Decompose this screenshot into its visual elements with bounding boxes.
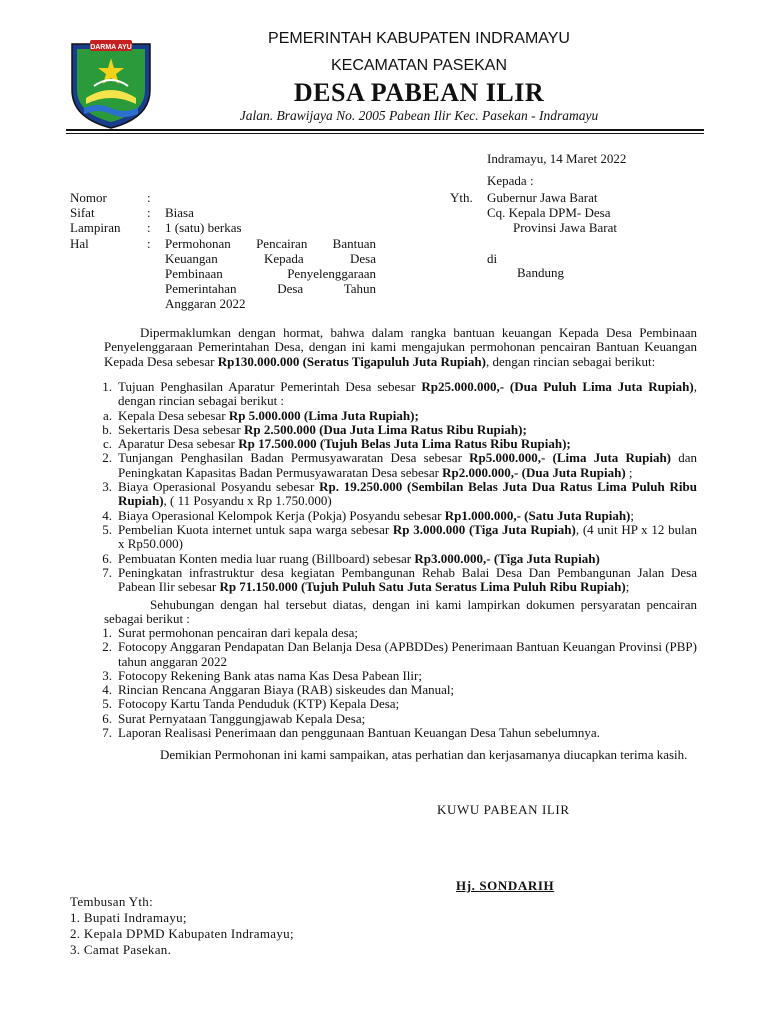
item-text: Fotocopy Rekening Bank atas nama Kas Desa Pabean Ilir; [118,667,422,683]
item-amount: Rp3.000.000,- (Tiga Juta Rupiah) [414,550,600,566]
tembusan-block [70,894,294,958]
item-number: 5. [102,696,112,712]
hal-line: Permohonan Pencairan Bantuan [165,236,376,251]
rincian-list [102,379,698,595]
closing-text: Demikian Permohonan ini kami sampaikan, atas perhatian dan kerjasamanya diucapkan terima kasih. [160,747,688,762]
meta-value-lampiran: 1 (satu) berkas [165,220,242,235]
yth-label: Yth. [450,190,473,205]
signature-title: KUWU PABEAN ILIR [437,802,570,817]
item-text: Biaya Operasional Posyandu sebesar [118,479,320,495]
item-text: ; [625,579,630,595]
hal-line: Anggaran 2022 [165,296,246,311]
meta-colon: : [147,236,151,251]
recipient-line: Provinsi Jawa Barat [513,220,617,235]
item-text: Peningkatan infrastruktur desa kegiatan Pembangunan Rehab Balai Desa Dan Pembangunan Jalan Desa Pabean Ilir sebesar [118,564,697,595]
list-item [102,696,697,712]
list-item [102,507,697,523]
list-item [102,436,697,452]
signature-name: Hj. SONDARIH [456,878,555,893]
lampiran-list [102,625,697,741]
recipient-line: Bandung [517,265,564,280]
meta-label-lampiran: Lampiran [70,220,121,235]
meta-colon: : [147,205,151,220]
item-number: 7. [102,725,112,741]
closing-paragraph [104,748,697,762]
item-number: 3. [102,667,112,683]
item-amount: Rp2.000.000,- (Dua Juta Rupiah) [442,464,626,480]
kop-address: Jalan. Brawijaya No. 2005 Pabean Ilir Kec. Pasekan - Indramayu [239,108,599,123]
meta-value-hal [165,236,376,311]
item-number: 4. [102,507,112,523]
meta-colon: : [147,220,151,235]
tembusan-label: Tembusan Yth: [70,894,154,909]
item-text: dan Peningkatan Kapasitas Badan Permusyawaratan Desa sebesar [118,450,698,480]
meta-colon: : [147,190,151,205]
item-text: Rincian Rencana Anggaran Biaya (RAB) siskeudes dan Manual; [118,682,455,698]
kop-rule-thick [66,129,704,131]
list-item [102,725,697,741]
item-amount: Rp 71.150.000 (Tujuh Puluh Satu Juta Seratus Lima Puluh Ribu Rupiah) [219,579,626,595]
kop-desa: DESA PABEAN ILIR [293,78,545,107]
item-text: Surat permohonan pencairan dari kepala desa; [118,625,359,640]
item-text: Biaya Operasional Kelompok Kerja (Pokja) Posyandu sebesar [118,507,445,523]
intro-paragraph [104,326,697,369]
item-number: 5. [102,521,112,537]
item-amount: Rp. 19.250.000 (Sembilan Belas Juta Dua Ratus Lima Puluh Ribu Rupiah) [118,479,697,509]
recipient-line: di [487,251,498,266]
list-item [102,421,697,437]
item-text: Laporan Realisasi Penerimaan dan penggunaan Bantuan Keuangan Desa Tahun sebelumnya. [118,725,600,741]
item-number: 7. [102,564,112,580]
item-number: 2. [102,639,112,655]
kop-kecamatan: KECAMATAN PASEKAN [330,57,508,74]
tembusan-item: 3. Camat Pasekan. [70,942,172,957]
recipient-line: Cq. Kepala DPM- Desa [487,205,611,220]
list-item [102,379,697,409]
item-number: 1. [102,625,112,640]
list-item [102,564,697,595]
hal-line: Keuangan Kepada Desa [165,251,376,266]
hal-line: Pemerintahan Desa Tahun [165,281,376,296]
item-amount: Rp25.000.000,- (Dua Puluh Lima Juta Rupiah) [421,379,694,394]
item-text: Kepala Desa sebesar [118,407,229,423]
item-text: , (4 unit HP x 12 bulan x Rp50.000) [118,521,698,552]
item-number: 2. [102,450,112,466]
item-text: ; [630,507,635,523]
attachments-intro: Sehubungan dengan hal tersebut diatas, dengan ini kami lampirkan dokumen persyaratan pencairan sebagai berikut : [104,597,697,627]
item-text: Sekertaris Desa sebesar [118,421,244,437]
emblem-ribbon-text: DARMA AYU [90,44,132,51]
list-item [102,479,697,509]
item-text: Surat Pernyataan Tanggungjawab Kepala Desa; [118,710,366,726]
list-item [102,550,697,566]
list-item [102,407,697,423]
list-item [102,682,697,698]
item-text: Fotocopy Anggaran Pendapatan Dan Belanja Desa (APBDDes) Penerimaan Bantuan Keuangan Provinsi (PBP) tahun anggaran 2022 [118,639,697,669]
intro-text-end: , dengan rincian sebagai berikut: [485,353,656,369]
item-number: c. [102,436,112,452]
list-item [102,639,697,669]
item-amount: Rp1.000.000,- (Satu Juta Rupiah) [444,507,631,523]
intro-text: Dipermaklumkan dengan hormat, bahwa dalam rangka bantuan keuangan Kepada Desa Pembinaan Penyelenggaraan Pemerintahan Desa, dengan ini kami mengajukan permohonan pencairan Bantuan Keuangan Kepada Desa sebesar [104,325,697,369]
item-number: a. [102,407,112,423]
item-amount: Rp 5.000.000 (Lima Juta Rupiah); [228,407,419,423]
item-number: 3. [102,479,112,495]
item-text: , dengan rincian sebagai berikut : [118,379,697,409]
item-number: 1. [102,379,112,394]
kepada-label: Kepada : [487,173,534,188]
meta-value-sifat: Biasa [165,205,194,220]
item-text: Tunjangan Penghasilan Badan Permusyawaratan Desa sebesar [118,450,470,466]
list-item [102,450,698,480]
recipient-line: Gubernur Jawa Barat [487,190,598,205]
item-amount: Rp 3.000.000 (Tiga Juta Rupiah) [392,521,576,537]
item-text: Pembuatan Konten media luar ruang (Billboard) sebesar [118,550,415,566]
item-text: Aparatur Desa sebesar [118,436,239,452]
tembusan-item: 1. Bupati Indramayu; [70,910,187,925]
list-item [102,667,697,683]
item-text: Tujuan Penghasilan Aparatur Pemerintah Desa sebesar [118,379,422,394]
list-item [102,710,697,726]
item-amount: Rp5.000.000,- (Lima Juta Rupiah) [469,450,672,466]
item-amount: Rp 17.500.000 (Tujuh Belas Juta Lima Ratus Ribu Rupiah); [238,436,571,452]
letter-date: Indramayu, 14 Maret 2022 [487,151,627,166]
meta-label-sifat: Sifat [70,205,95,220]
item-text: , ( 11 Posyandu x Rp 1.750.000) [163,493,332,509]
item-number: b. [102,421,112,437]
item-text: Fotocopy Kartu Tanda Penduduk (KTP) Kepala Desa; [118,696,400,712]
item-number: 6. [102,710,112,726]
hal-line: Pembinaan Penyelenggaraan [165,266,376,281]
meta-label-nomor: Nomor [70,190,107,205]
item-amount: Rp 2.500.000 (Dua Juta Lima Ratus Ribu Rupiah); [243,421,527,437]
item-number: 6. [102,550,112,566]
tembusan-item: 2. Kepala DPMD Kabupaten Indramayu; [70,926,294,941]
list-item [102,521,698,552]
item-text: Pembelian Kuota internet untuk sapa warga sebesar [118,521,393,537]
kop-pemerintah: PEMERINTAH KABUPATEN INDRAMAYU [268,30,570,47]
meta-label-hal: Hal [70,236,89,251]
list-item [102,625,697,640]
attachments-paragraph [104,598,697,627]
item-text: ; [625,464,633,480]
kop-rule-thin [66,133,704,134]
item-number: 4. [102,682,112,698]
intro-total-amount: Rp130.000.000 (Seratus Tigapuluh Juta Rupiah) [217,353,486,369]
